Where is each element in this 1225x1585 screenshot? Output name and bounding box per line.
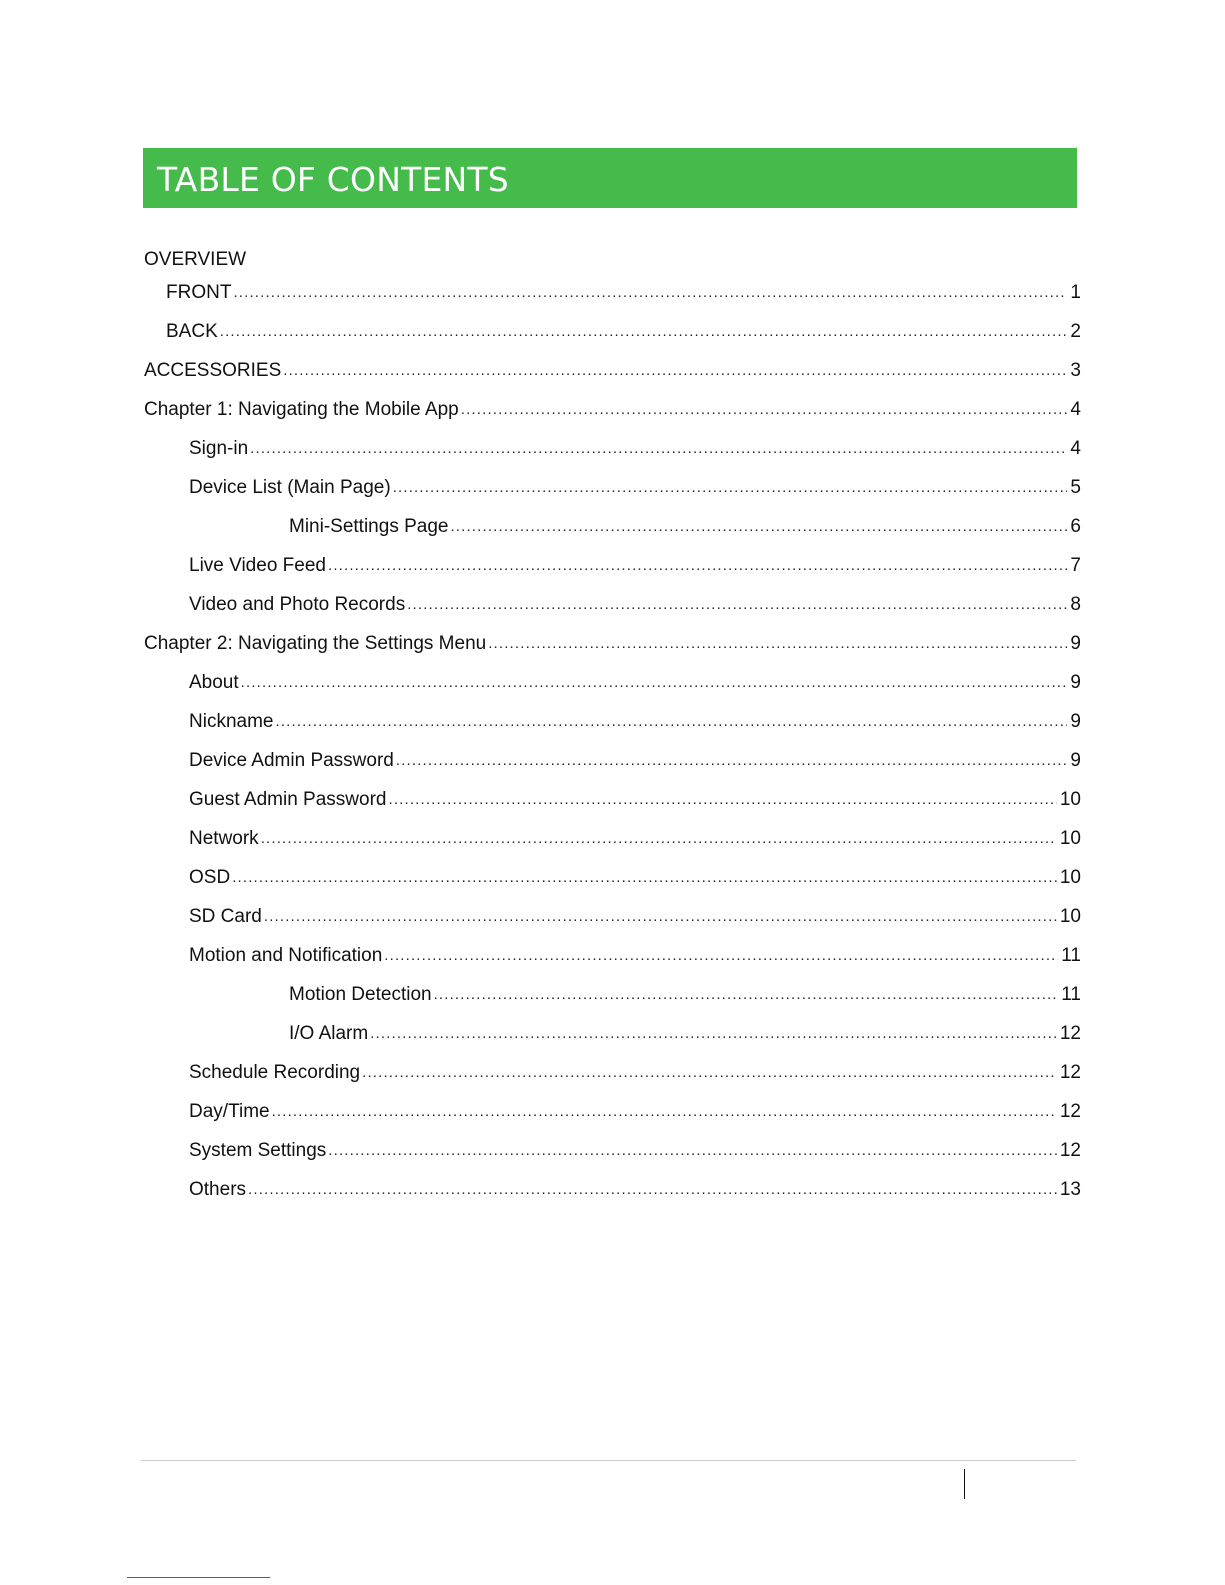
toc-entry-label: System Settings (189, 1140, 327, 1161)
dot-leader (450, 516, 1067, 538)
toc-entry-sign-in[interactable] (189, 434, 1081, 460)
toc-entry-page: 8 (1070, 594, 1081, 615)
toc-entry-motion-detection[interactable] (289, 980, 1081, 1006)
toc-entry-page: 9 (1070, 672, 1081, 693)
toc-entry-schedule-recording[interactable] (189, 1058, 1081, 1084)
dot-leader (272, 1101, 1057, 1123)
toc-entry-page: 9 (1070, 750, 1081, 771)
toc-entry-motion-notification[interactable] (189, 941, 1081, 967)
toc-entry-osd[interactable] (189, 863, 1081, 889)
toc-entry-label: Chapter 2: Navigating the Settings Menu (144, 633, 487, 654)
toc-entry-device-admin-password[interactable] (189, 746, 1081, 772)
dot-leader (461, 399, 1068, 421)
toc-entry-page: 10 (1059, 789, 1081, 810)
toc-entry-page: 10 (1059, 828, 1081, 849)
dot-leader (396, 750, 1068, 772)
toc-entry-page: 7 (1070, 555, 1081, 576)
toc-entry-page: 12 (1059, 1101, 1081, 1122)
toc-entry-page: 4 (1070, 399, 1081, 420)
toc-entry-video-photo-records[interactable] (189, 590, 1081, 616)
dot-leader (393, 477, 1068, 499)
toc-entry-page: 11 (1061, 945, 1081, 966)
toc-entry-label: SD Card (189, 906, 262, 927)
toc-entry-label: I/O Alarm (289, 1023, 369, 1044)
toc-entry-page: 12 (1059, 1062, 1081, 1083)
toc-entry-label: About (189, 672, 239, 693)
toc-entry-label: Sign-in (189, 438, 249, 459)
dot-leader (328, 555, 1067, 577)
toc-entry-page: 9 (1070, 633, 1081, 654)
toc-entry-accessories[interactable] (144, 356, 1081, 382)
toc-entry-io-alarm[interactable] (289, 1019, 1081, 1045)
dot-leader (370, 1023, 1057, 1045)
dot-leader (407, 594, 1067, 616)
toc-entry-label: Live Video Feed (189, 555, 326, 576)
toc-entry-sd-card[interactable] (189, 902, 1081, 928)
toc-entry-page: 3 (1070, 360, 1081, 381)
toc-entry-page: 12 (1059, 1023, 1081, 1044)
dot-leader (233, 282, 1067, 304)
dot-leader (488, 633, 1067, 655)
toc-entry-live-video[interactable] (189, 551, 1081, 577)
dot-leader (283, 360, 1067, 382)
toc-entry-label: ACCESSORIES (144, 360, 282, 381)
dot-leader (264, 906, 1057, 928)
footer-divider (964, 1469, 965, 1499)
dot-leader (434, 984, 1059, 1006)
dot-leader (220, 321, 1068, 343)
dot-leader (232, 867, 1057, 889)
toc-entry-label: Nickname (189, 711, 274, 732)
toc-entry-label: Device List (Main Page) (189, 477, 391, 498)
toc-entry-guest-admin-password[interactable] (189, 785, 1081, 811)
toc-entry-label: Day/Time (189, 1101, 270, 1122)
toc-entry-page: 11 (1061, 984, 1081, 1005)
dot-leader (261, 828, 1057, 850)
toc-entry-page: 6 (1070, 516, 1081, 537)
toc-entry-label: Chapter 1: Navigating the Mobile App (144, 399, 459, 420)
toc-entry-label: Video and Photo Records (189, 594, 406, 615)
toc-entry-label: Mini-Settings Page (289, 516, 449, 537)
toc-entry-nickname[interactable] (189, 707, 1081, 733)
dot-leader (250, 438, 1067, 460)
toc-entry-chapter-2[interactable] (144, 629, 1081, 655)
dot-leader (241, 672, 1068, 694)
toc-entry-label: Device Admin Password (189, 750, 394, 771)
toc-entry-page: 5 (1070, 477, 1081, 498)
toc-entry-label: FRONT (166, 282, 232, 303)
toc-entry-label: Schedule Recording (189, 1062, 361, 1083)
dot-leader (248, 1179, 1057, 1201)
toc-entry-page: 10 (1059, 867, 1081, 888)
toc-entry-page: 9 (1070, 711, 1081, 732)
toc-section-overview: OVERVIEW (144, 249, 247, 270)
toc-entry-label: Motion Detection (289, 984, 432, 1005)
dot-leader (362, 1062, 1057, 1084)
toc-entry-page: 13 (1059, 1179, 1081, 1200)
toc-entry-others[interactable] (189, 1175, 1081, 1201)
toc-entry-device-list[interactable] (189, 473, 1081, 499)
toc-entry-page: 10 (1059, 906, 1081, 927)
bottom-link-underline (127, 1577, 270, 1578)
toc-entry-back[interactable] (166, 317, 1081, 343)
dot-leader (388, 789, 1056, 811)
dot-leader (275, 711, 1067, 733)
dot-leader (328, 1140, 1057, 1162)
toc-entry-mini-settings[interactable] (289, 512, 1081, 538)
toc-entry-page: 2 (1070, 321, 1081, 342)
toc-entry-network[interactable] (189, 824, 1081, 850)
toc-entry-system-settings[interactable] (189, 1136, 1081, 1162)
toc-entry-label: OSD (189, 867, 231, 888)
toc-entry-page: 4 (1070, 438, 1081, 459)
dot-leader (384, 945, 1058, 967)
toc-entry-about[interactable] (189, 668, 1081, 694)
toc-entry-page: 12 (1059, 1140, 1081, 1161)
toc-entry-label: Guest Admin Password (189, 789, 387, 810)
toc-entry-page: 1 (1070, 282, 1081, 303)
toc-entry-label: Network (189, 828, 259, 849)
toc-entry-day-time[interactable] (189, 1097, 1081, 1123)
page-title: TABLE OF CONTENTS (157, 159, 509, 199)
toc-entry-label: Motion and Notification (189, 945, 383, 966)
toc-entry-label: BACK (166, 321, 218, 342)
toc-entry-front[interactable] (166, 278, 1081, 304)
toc-entry-label: Others (189, 1179, 247, 1200)
toc-entry-chapter-1[interactable] (144, 395, 1081, 421)
footer-rule (141, 1460, 1076, 1461)
